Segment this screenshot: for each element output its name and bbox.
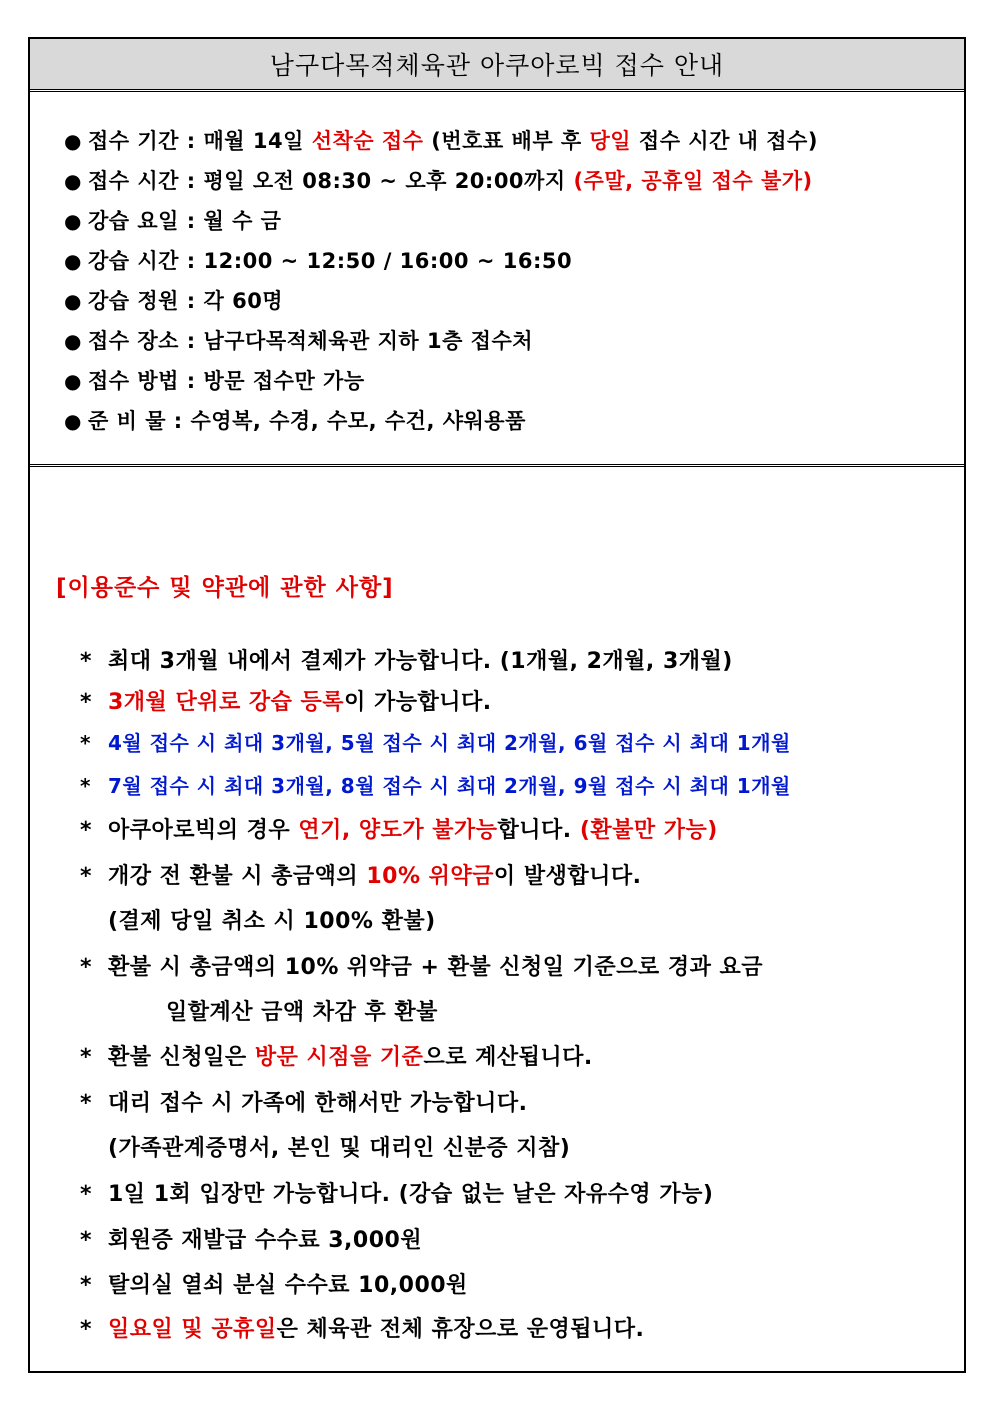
asterisk-icon: * <box>80 1182 93 1207</box>
bullet-icon: ● <box>64 329 82 353</box>
rule-item <box>80 990 950 1035</box>
rule-text: 최대 3개월 내에서 결제가 가능합니다. (1개월, 2개월, 3개월) <box>108 649 733 674</box>
rule-text: 4월 접수 시 최대 3개월, 5월 접수 시 최대 2개월, 6월 접수 시 최대 1개월 <box>108 731 791 755</box>
info-label: 강습 시간 : <box>88 249 204 273</box>
rule-text: 3개월 단위로 강습 등록 <box>108 690 345 715</box>
rule-text: 이 발생합니다. <box>493 864 642 889</box>
asterisk-icon: * <box>80 1045 93 1070</box>
asterisk-icon: * <box>80 731 91 755</box>
rule-text: (환불만 가능) <box>579 818 718 843</box>
rules-heading: [이용준수 및 약관에 관한 사항] <box>56 575 394 601</box>
rule-text: 개강 전 환불 시 총금액의 <box>108 864 367 889</box>
info-item <box>64 321 944 361</box>
rule-text: 대리 접수 시 가족에 한해서만 가능합니다. <box>108 1091 528 1116</box>
rule-item <box>80 1126 950 1172</box>
title-divider <box>30 89 964 92</box>
rule-item <box>80 808 950 854</box>
info-value: 방문 접수만 가능 <box>203 369 365 393</box>
rule-item <box>80 1172 950 1218</box>
rule-item <box>80 682 950 723</box>
info-item <box>64 241 944 281</box>
info-value: 접수 시간 내 접수) <box>631 129 818 153</box>
info-item <box>64 401 944 441</box>
asterisk-icon: * <box>80 818 93 843</box>
info-value: (번호표 배부 후 <box>423 129 590 153</box>
info-value: 수영복, 수경, 수모, 수건, 샤워용품 <box>190 409 526 433</box>
page-title: 남구다목적체육관 아쿠아로빅 접수 안내 <box>269 51 725 80</box>
rule-item <box>80 854 950 899</box>
rule-item <box>80 1081 950 1126</box>
info-value: 선착순 접수 <box>311 129 424 153</box>
bullet-icon: ● <box>64 289 82 313</box>
bullet-icon: ● <box>64 249 82 273</box>
asterisk-icon: * <box>80 774 91 798</box>
info-label: 접수 시간 : <box>88 169 204 193</box>
info-value: 매월 14일 <box>203 129 312 153</box>
info-value: 각 60명 <box>203 289 284 313</box>
info-item <box>64 121 944 161</box>
bullet-icon: ● <box>64 409 82 433</box>
bullet-icon: ● <box>64 169 82 193</box>
title-bar <box>30 39 964 89</box>
rule-item <box>80 1035 950 1081</box>
rule-text: 방문 시점을 기준 <box>254 1045 424 1070</box>
bullet-icon: ● <box>64 369 82 393</box>
rule-text: 아쿠아로빅의 경우 <box>108 818 299 843</box>
asterisk-icon: * <box>80 649 93 674</box>
bullet-icon: ● <box>64 129 82 153</box>
rule-text: 탈의실 열쇠 분실 수수료 10,000원 <box>108 1273 468 1298</box>
info-label: 접수 방법 : <box>88 369 204 393</box>
info-value: 월 수 금 <box>203 209 282 233</box>
rule-text: 일할계산 금액 차감 후 환불 <box>166 1000 438 1025</box>
info-label: 강습 요일 : <box>88 209 204 233</box>
info-label: 강습 정원 : <box>88 289 204 313</box>
rule-text: 환불 시 총금액의 10% 위약금 + 환불 신청일 기준으로 경과 요금 <box>108 955 763 980</box>
info-item <box>64 281 944 321</box>
info-label: 접수 기간 : <box>88 129 204 153</box>
rule-item <box>80 1308 950 1352</box>
rule-item <box>80 1218 950 1263</box>
rule-item <box>80 899 950 945</box>
info-value: 평일 오전 08:30 ~ 오후 20:00까지 <box>203 169 574 193</box>
rule-text: (가족관계증명서, 본인 및 대리인 신분증 지참) <box>108 1136 571 1161</box>
rule-text: 합니다. <box>497 818 580 843</box>
rule-text: 은 체육관 전체 휴장으로 운영됩니다. <box>276 1317 645 1342</box>
rule-text: 1일 1회 입장만 가능합니다. (강습 없는 날은 자유수영 가능) <box>108 1182 714 1207</box>
rule-item <box>80 642 950 682</box>
rule-item <box>80 764 950 808</box>
rule-text: 연기, 양도가 불가능 <box>298 818 498 843</box>
asterisk-icon: * <box>80 1091 93 1116</box>
asterisk-icon: * <box>80 690 93 715</box>
rule-text: 회원증 재발급 수수료 3,000원 <box>108 1228 423 1253</box>
info-value: (주말, 공휴일 접수 불가) <box>573 169 813 193</box>
section-divider <box>30 464 964 467</box>
rule-text: 7월 접수 시 최대 3개월, 8월 접수 시 최대 2개월, 9월 접수 시 최대 1개월 <box>108 774 791 798</box>
rule-text: 10% 위약금 <box>366 864 494 889</box>
asterisk-icon: * <box>80 864 93 889</box>
bullet-icon: ● <box>64 209 82 233</box>
info-value: 12:00 ~ 12:50 / 16:00 ~ 16:50 <box>203 249 573 273</box>
info-label: 준 비 물 : <box>88 409 191 433</box>
rule-item <box>80 945 950 990</box>
rule-text: 으로 계산됩니다. <box>423 1045 593 1070</box>
rule-item <box>80 723 950 764</box>
rules-list <box>80 642 950 1352</box>
info-list <box>64 121 944 441</box>
rule-text: 이 가능합니다. <box>344 690 492 715</box>
info-item <box>64 161 944 201</box>
rule-text: 환불 신청일은 <box>108 1045 255 1070</box>
asterisk-icon: * <box>80 1317 93 1342</box>
asterisk-icon: * <box>80 1273 93 1298</box>
asterisk-icon: * <box>80 1228 93 1253</box>
info-value: 당일 <box>589 129 632 153</box>
rule-text: 일요일 및 공휴일 <box>108 1317 277 1342</box>
asterisk-icon: * <box>80 955 93 980</box>
info-label: 접수 장소 : <box>88 329 204 353</box>
rule-text: (결제 당일 취소 시 100% 환불) <box>108 909 436 934</box>
info-item <box>64 201 944 241</box>
notice-frame <box>28 37 966 1373</box>
info-item <box>64 361 944 401</box>
info-value: 남구다목적체육관 지하 1층 접수처 <box>203 329 534 353</box>
rule-item <box>80 1263 950 1308</box>
